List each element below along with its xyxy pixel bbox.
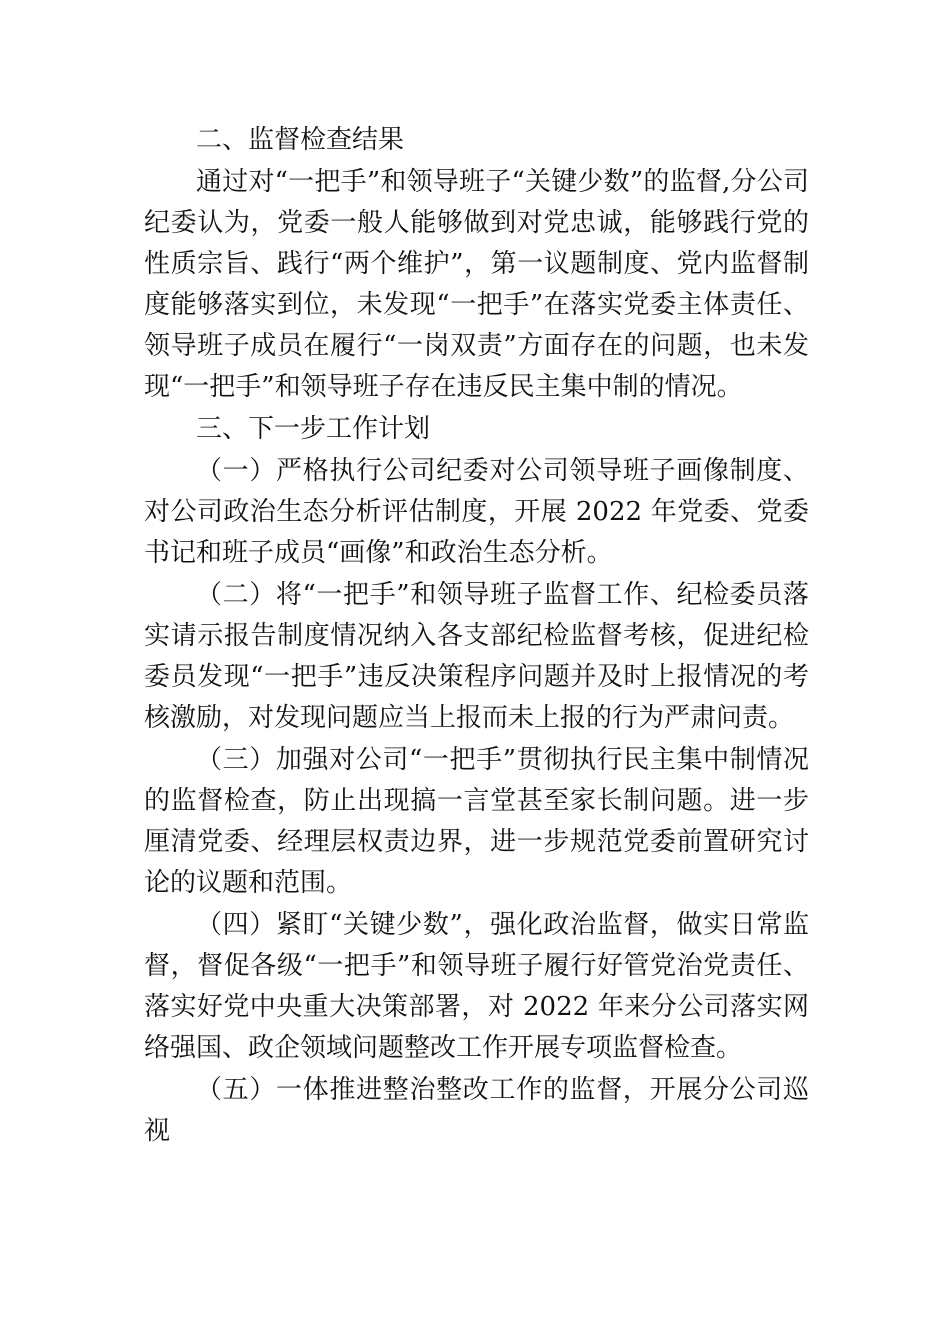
plan-item-3: （三）加强对公司“一把手”贯彻执行民主集中制情况的监督检查，防止出现搞一言堂甚至家长制问题。进一步厘清党委、经理层权责边界，进一步规范党委前置研究讨论的议题和范围。 <box>144 745 809 898</box>
document-body <box>144 120 809 1152</box>
plan-item-1: （一）严格执行公司纪委对公司领导班子画像制度、对公司政治生态分析评估制度，开展 2022 年党委、党委书记和班子成员“画像”和政治生态分析。 <box>144 456 809 568</box>
plan-item-5: （五）一体推进整治整改工作的监督，开展分公司巡视 <box>144 1075 809 1146</box>
plan-item-2: （二）将“一把手”和领导班子监督工作、纪检委员落实请示报告制度情况纳入各支部纪检监督考核，促进纪检委员发现“一把手”违反决策程序问题并及时上报情况的考核激励，对发现问题应当上报而未上报的行为严肃问责。 <box>144 580 809 733</box>
plan-item-4: （四）紧盯“关键少数”，强化政治监督，做实日常监督，督促各级“一把手”和领导班子履行好管党治党责任、 落实好党中央重大决策部署，对 2022 年来分公司落实网络强国、政企领域问题整改工作开展专项监督检查。 <box>144 910 809 1063</box>
section-2-paragraph: 通过对“一把手”和领导班子“关键少数”的监督,分公司纪委认为，党委一般人能够做到对党忠诚，能够践行党的性质宗旨、践行“两个维护”，第一议题制度、党内监督制度能够落实到位，未发现“一把手”在落实党委主体责任、 领导班子成员在履行“一岗双责”方面存在的问题，也未发现“一把手”和领导班子存在违反民主集中制的情况。 <box>144 167 809 402</box>
section-2-heading: 二、监督检查结果 <box>196 125 405 155</box>
section-3-heading: 三、下一步工作计划 <box>196 414 431 444</box>
